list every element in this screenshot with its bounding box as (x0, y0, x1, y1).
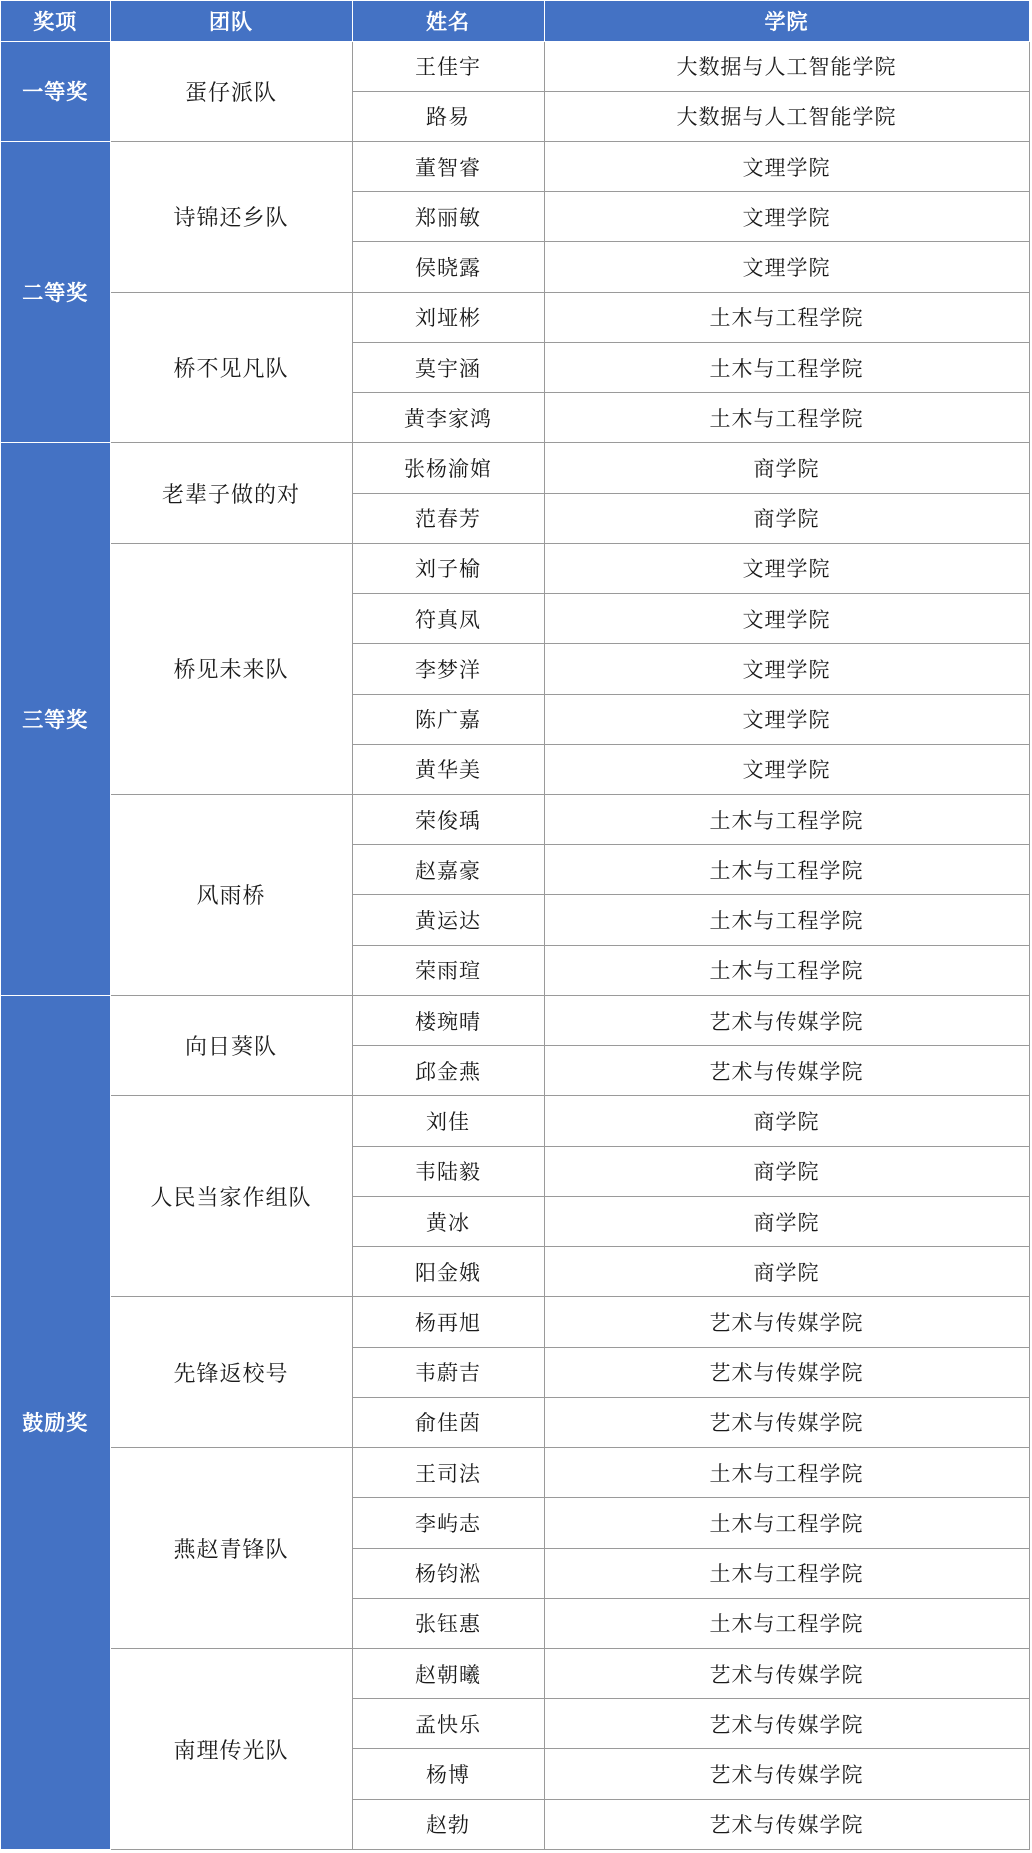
member-name-cell: 张钰惠 (352, 1598, 544, 1648)
college-cell: 文理学院 (544, 543, 1029, 593)
table-row (1, 795, 1029, 845)
college-cell: 文理学院 (544, 744, 1029, 794)
team-name-cell: 桥见未来队 (110, 543, 352, 794)
member-name-cell: 侯晓露 (352, 242, 544, 292)
table-row (1, 141, 1029, 191)
college-cell: 艺术与传媒学院 (544, 1046, 1029, 1096)
college-cell: 商学院 (544, 1096, 1029, 1146)
header-team: 团队 (110, 1, 352, 41)
member-name-cell: 刘佳 (352, 1096, 544, 1146)
college-cell: 文理学院 (544, 192, 1029, 242)
member-name-cell: 李屿志 (352, 1498, 544, 1548)
table-row (1, 543, 1029, 593)
college-cell: 艺术与传媒学院 (544, 1297, 1029, 1347)
college-cell: 文理学院 (544, 644, 1029, 694)
member-name-cell: 杨再旭 (352, 1297, 544, 1347)
member-name-cell: 刘子榆 (352, 543, 544, 593)
college-cell: 土木与工程学院 (544, 795, 1029, 845)
award-level-cell: 鼓励奖 (1, 995, 110, 1849)
header-college: 学院 (544, 1, 1029, 41)
member-name-cell: 韦陆毅 (352, 1146, 544, 1196)
header-row (1, 1, 1029, 41)
member-name-cell: 阳金娥 (352, 1247, 544, 1297)
college-cell: 商学院 (544, 443, 1029, 493)
member-name-cell: 郑丽敏 (352, 192, 544, 242)
member-name-cell: 赵勃 (352, 1799, 544, 1849)
member-name-cell: 王司法 (352, 1448, 544, 1498)
college-cell: 大数据与人工智能学院 (544, 91, 1029, 141)
table-row (1, 995, 1029, 1045)
college-cell: 艺术与传媒学院 (544, 1347, 1029, 1397)
team-name-cell: 先锋返校号 (110, 1297, 352, 1448)
college-cell: 艺术与传媒学院 (544, 995, 1029, 1045)
team-name-cell: 老辈子做的对 (110, 443, 352, 543)
college-cell: 艺术与传媒学院 (544, 1699, 1029, 1749)
college-cell: 土木与工程学院 (544, 1598, 1029, 1648)
college-cell: 艺术与传媒学院 (544, 1749, 1029, 1799)
college-cell: 土木与工程学院 (544, 1448, 1029, 1498)
table-header (1, 1, 1029, 41)
member-name-cell: 王佳宇 (352, 41, 544, 91)
team-name-cell: 诗锦还乡队 (110, 141, 352, 292)
college-cell: 商学院 (544, 493, 1029, 543)
college-cell: 文理学院 (544, 141, 1029, 191)
member-name-cell: 范春芳 (352, 493, 544, 543)
award-level-cell: 三等奖 (1, 443, 110, 996)
member-name-cell: 黄李家鸿 (352, 393, 544, 443)
team-name-cell: 风雨桥 (110, 795, 352, 996)
team-name-cell: 向日葵队 (110, 995, 352, 1095)
college-cell: 大数据与人工智能学院 (544, 41, 1029, 91)
college-cell: 艺术与传媒学院 (544, 1799, 1029, 1849)
team-name-cell: 燕赵青锋队 (110, 1448, 352, 1649)
member-name-cell: 黄华美 (352, 744, 544, 794)
college-cell: 土木与工程学院 (544, 393, 1029, 443)
member-name-cell: 莫宇涵 (352, 342, 544, 392)
member-name-cell: 董智睿 (352, 141, 544, 191)
table-row (1, 1649, 1029, 1699)
member-name-cell: 张杨渝婠 (352, 443, 544, 493)
awards-table (1, 1, 1030, 1850)
college-cell: 文理学院 (544, 242, 1029, 292)
table-row (1, 1448, 1029, 1498)
college-cell: 艺术与传媒学院 (544, 1649, 1029, 1699)
table-row (1, 41, 1029, 91)
member-name-cell: 符真凤 (352, 594, 544, 644)
table-row (1, 1297, 1029, 1347)
table-body (1, 41, 1029, 1850)
college-cell: 文理学院 (544, 594, 1029, 644)
member-name-cell: 孟快乐 (352, 1699, 544, 1749)
college-cell: 商学院 (544, 1146, 1029, 1196)
member-name-cell: 黄冰 (352, 1196, 544, 1246)
team-name-cell: 南理传光队 (110, 1649, 352, 1850)
member-name-cell: 刘垭彬 (352, 292, 544, 342)
college-cell: 商学院 (544, 1247, 1029, 1297)
member-name-cell: 韦蔚吉 (352, 1347, 544, 1397)
college-cell: 土木与工程学院 (544, 342, 1029, 392)
member-name-cell: 俞佳茵 (352, 1397, 544, 1447)
member-name-cell: 杨博 (352, 1749, 544, 1799)
table-row (1, 292, 1029, 342)
team-name-cell: 人民当家作组队 (110, 1096, 352, 1297)
member-name-cell: 赵嘉豪 (352, 845, 544, 895)
member-name-cell: 荣雨瑄 (352, 945, 544, 995)
member-name-cell: 赵朝曦 (352, 1649, 544, 1699)
college-cell: 艺术与传媒学院 (544, 1397, 1029, 1447)
college-cell: 文理学院 (544, 694, 1029, 744)
header-name: 姓名 (352, 1, 544, 41)
award-level-cell: 一等奖 (1, 41, 110, 141)
college-cell: 土木与工程学院 (544, 895, 1029, 945)
member-name-cell: 路易 (352, 91, 544, 141)
member-name-cell: 杨钧淞 (352, 1548, 544, 1598)
college-cell: 商学院 (544, 1196, 1029, 1246)
header-award: 奖项 (1, 1, 110, 41)
team-name-cell: 桥不见凡队 (110, 292, 352, 443)
member-name-cell: 楼琬晴 (352, 995, 544, 1045)
college-cell: 土木与工程学院 (544, 292, 1029, 342)
table-row (1, 443, 1029, 493)
member-name-cell: 李梦洋 (352, 644, 544, 694)
team-name-cell: 蛋仔派队 (110, 41, 352, 141)
college-cell: 土木与工程学院 (544, 845, 1029, 895)
award-level-cell: 二等奖 (1, 141, 110, 442)
member-name-cell: 陈广嘉 (352, 694, 544, 744)
college-cell: 土木与工程学院 (544, 1548, 1029, 1598)
table-row (1, 1096, 1029, 1146)
member-name-cell: 邱金燕 (352, 1046, 544, 1096)
college-cell: 土木与工程学院 (544, 945, 1029, 995)
member-name-cell: 荣俊瑀 (352, 795, 544, 845)
college-cell: 土木与工程学院 (544, 1498, 1029, 1548)
member-name-cell: 黄运达 (352, 895, 544, 945)
